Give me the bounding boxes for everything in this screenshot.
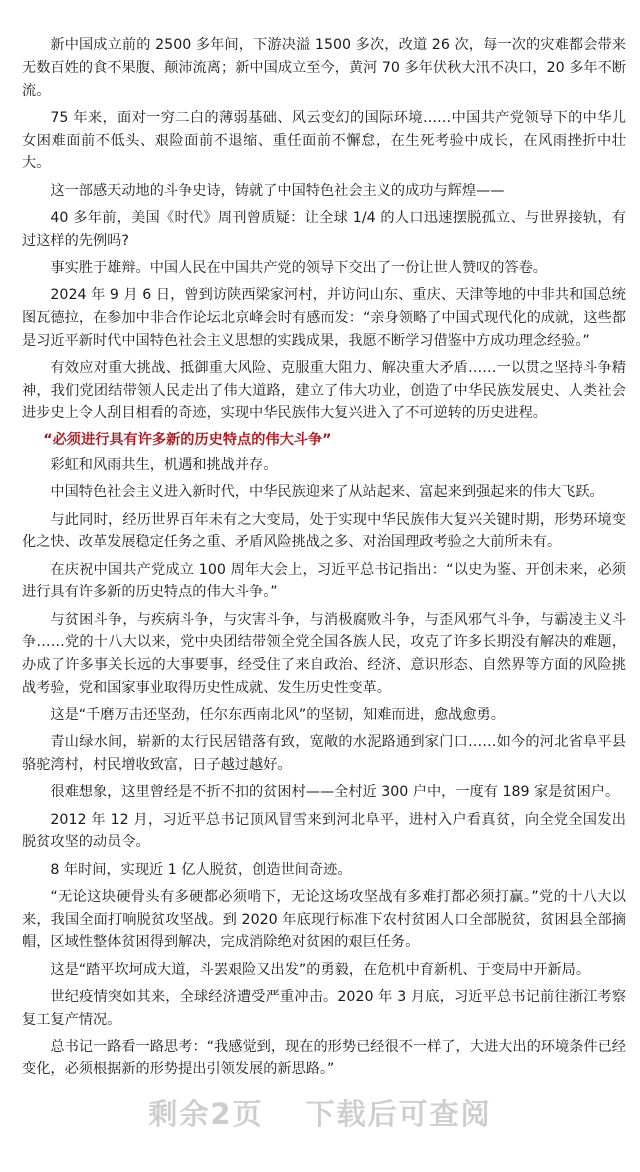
download-prompt-banner[interactable] [0, 1092, 640, 1136]
paragraph: 事实胜于雄辩。中国人民在中国共产党的领导下交出了一份让世人赞叹的答卷。 [50, 259, 547, 276]
paragraph: 总书记一路看一路思考：“我感觉到，现在的形势已经很不一样了，大进大出的环境条件已经变化，必须根据新的形势提出引领发展的新思路。” [22, 1038, 626, 1078]
paragraph: 很难想象，这里曾经是不折不扣的贫困村——全村近 300 户中，一度有 189 家是贫困户。 [50, 784, 620, 801]
paragraph: 青山绿水间，崭新的太行民居错落有致，宽敞的水泥路通到家门口……如今的河北省阜平县骆驼湾村，村民增收致富，日子越过越好。 [22, 734, 626, 774]
paragraph: 2024 年 9 月 6 日，曾到访陕西梁家河村，并访问山东、重庆、天津等地的中非共和国总统图瓦德拉，在参加中非合作论坛北京峰会时有感而发：“亲身领略了中国式现代化的成就，这些都是习近平新时代中国特色社会主义思想的实践成果，我愿不断学习借鉴中方成功理念经验。” [22, 286, 626, 349]
paragraph: “无论这块硬骨头有多硬都必须啃下，无论这场攻坚战有多难打都必须打赢。”党的十八大以来，我国全面打响脱贫攻坚战。到 2020 年底现行标准下农村贫困人口全部脱贫，贫困县全部摘帽，区域性整体贫困得到解决，完成消除绝对贫困的艰巨任务。 [22, 888, 626, 951]
paragraph: 世纪疫情突如其来，全球经济遭受严重冲击。2020 年 3 月底，习近平总书记前往浙江考察复工复产情况。 [22, 988, 626, 1028]
paragraph: 彩虹和风雨共生，机遇和挑战并存。 [50, 457, 278, 474]
paragraph: 与贫困斗争，与疾病斗争，与灾害斗争，与消极腐败斗争，与歪风邪气斗争，与霸凌主义斗争……党的十八大以来，党中央团结带领全党全国各族人民，攻克了许多长期没有解决的难题，办成了许多事关长远的大事要事，经受住了来自政治、经济、意识形态、自然界等方面的风险挑战考验，党和国家事业取得历史性成就、发生历史性变革。 [22, 611, 626, 697]
paragraph: 这一部感天动地的斗争史诗，铸就了中国特色社会主义的成功与辉煌—— [50, 182, 505, 199]
paragraph: 75 年来，面对一穷二白的薄弱基础、风云变幻的国际环境……中国共产党领导下的中华儿女困难面前不低头、艰险面前不退缩、重任面前不懈怠，在生死考验中成长，在风雨挫折中壮大。 [22, 109, 626, 172]
paragraph: 与此同时，经历世界百年未有之大变局，处于实现中华民族伟大复兴关键时期，形势环境变化之快、改革发展稳定任务之重、矛盾风险挑战之多、对治国理政考验之大前所未有。 [22, 511, 626, 551]
paragraph: 这是“千磨万击还坚劲，任尔东西南北风”的坚韧，知难而进，愈战愈勇。 [50, 707, 505, 724]
paragraph: 中国特色社会主义进入新时代，中华民族迎来了从站起来、富起来到强起来的伟大飞跃。 [50, 484, 604, 501]
remaining-pages-text[interactable]: 剩余2页 [148, 1097, 264, 1131]
paragraph: 40 多年前，美国《时代》周刊曾质疑：让全球 1/4 的人口迅速摆脱孤立、与世界接轨，有过这样的先例吗? [22, 209, 626, 249]
section-heading: “必须进行具有许多新的历史特点的伟大斗争” [43, 432, 332, 449]
paragraph: 有效应对重大挑战、抵御重大风险、克服重大阻力、解决重大矛盾……一以贯之坚持斗争精神，我们党团结带领人民走出了伟大道路，建立了伟大功业，创造了中华民族发展史、人类社会进步史上令人刮目相看的奇迹，实现中华民族伟大复兴进入了不可逆转的历史进程。 [22, 359, 626, 422]
download-to-view-text[interactable]: 下载后可查阅 [305, 1097, 492, 1131]
paragraph: 新中国成立前的 2500 多年间，下游决溢 1500 多次，改道 26 次，每一次的灾难都会带来无数百姓的食不果腹、颠沛流离；新中国成立至今，黄河 70 多年伏秋大汛不决口，20 多年不断流。 [22, 37, 626, 99]
paragraph: 在庆祝中国共产党成立 100 周年大会上，习近平总书记指出：“以史为鉴、开创未来，必须进行具有许多新的历史特点的伟大斗争。” [22, 561, 626, 601]
paragraph: 2012 年 12 月，习近平总书记顶风冒雪来到河北阜平，进村入户看真贫，向全党全国发出脱贫攻坚的动员令。 [22, 811, 626, 851]
paragraph: 8 年时间，实现近 1 亿人脱贫，创造世间奇迹。 [50, 861, 352, 878]
paragraph: 这是“踏平坎坷成大道，斗罢艰险又出发”的勇毅，在危机中育新机、于变局中开新局。 [50, 961, 591, 978]
article-body [22, 34, 626, 1086]
